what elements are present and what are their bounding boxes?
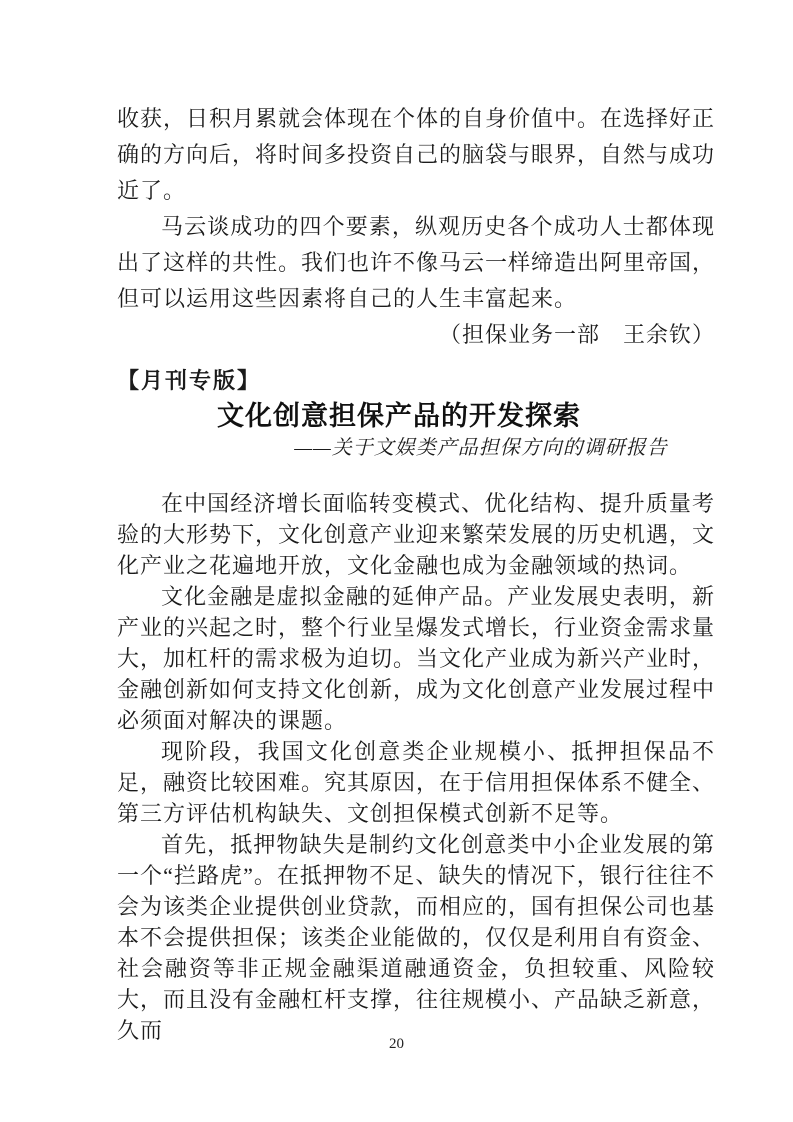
- paragraph-current-stage: 现阶段，我国文化创意类企业规模小、抵押担保品不足，融资比较困难。究其原因，在于信用担保体系不健全、第三方评估机构缺失、文创担保模式创新不足等。: [117, 739, 716, 826]
- paragraph-economy-context: 在中国经济增长面临转变模式、优化结构、提升质量考验的大形势下，文化创意产业迎来繁荣发展的历史机遇，文化产业之花遍地开放，文化金融也成为金融领域的热词。: [117, 491, 716, 578]
- article-title: 文化创意担保产品的开发探索: [217, 401, 581, 431]
- author-signature: （担保业务一部 王余钦）: [438, 322, 715, 347]
- page-number: 20: [389, 1036, 404, 1052]
- paragraph-culture-finance: 文化金融是虚拟金融的延伸产品。产业发展史表明，新产业的兴起之时，整个行业呈爆发式增长，行业资金需求量大，加杠杆的需求极为迫切。当文化产业成为新兴产业时，金融创新如何支持文化创新，成为文化创意产业发展过程中必须面对解决的课题。: [117, 584, 716, 733]
- paragraph-continuation: 收获，日积月累就会体现在个体的自身价值中。在选择好正确的方向后，将时间多投资自己的脑袋与眼界，自然与成功近了。: [117, 106, 716, 203]
- paragraph-mayun-elements: 马云谈成功的四个要素，纵观历史各个成功人士都体现出了这样的共性。我们也许不像马云一样缔造出阿里帝国，但可以运用这些因素将自己的人生丰富起来。: [117, 214, 716, 311]
- section-label: 【月刊专版】: [117, 368, 262, 393]
- text-column: [117, 0, 715, 1046]
- article-subtitle: ——关于文娱类产品担保方向的调研报告: [294, 437, 668, 459]
- paragraph-collateral-problem: 首先，抵押物缺失是制约文化创意类中小企业发展的第一个“拦路虎”。在抵押物不足、缺失的情况下，银行往往不会为该类企业提供创业贷款，而相应的，国有担保公司也基本不会提供担保；该类企业能做的，仅仅是利用自有资金、社会融资等非正规金融渠道融通资金，负担较重、风险较大，而且没有金融杠杆支撑，往往规模小、产品缺乏新意，久而: [117, 832, 716, 1043]
